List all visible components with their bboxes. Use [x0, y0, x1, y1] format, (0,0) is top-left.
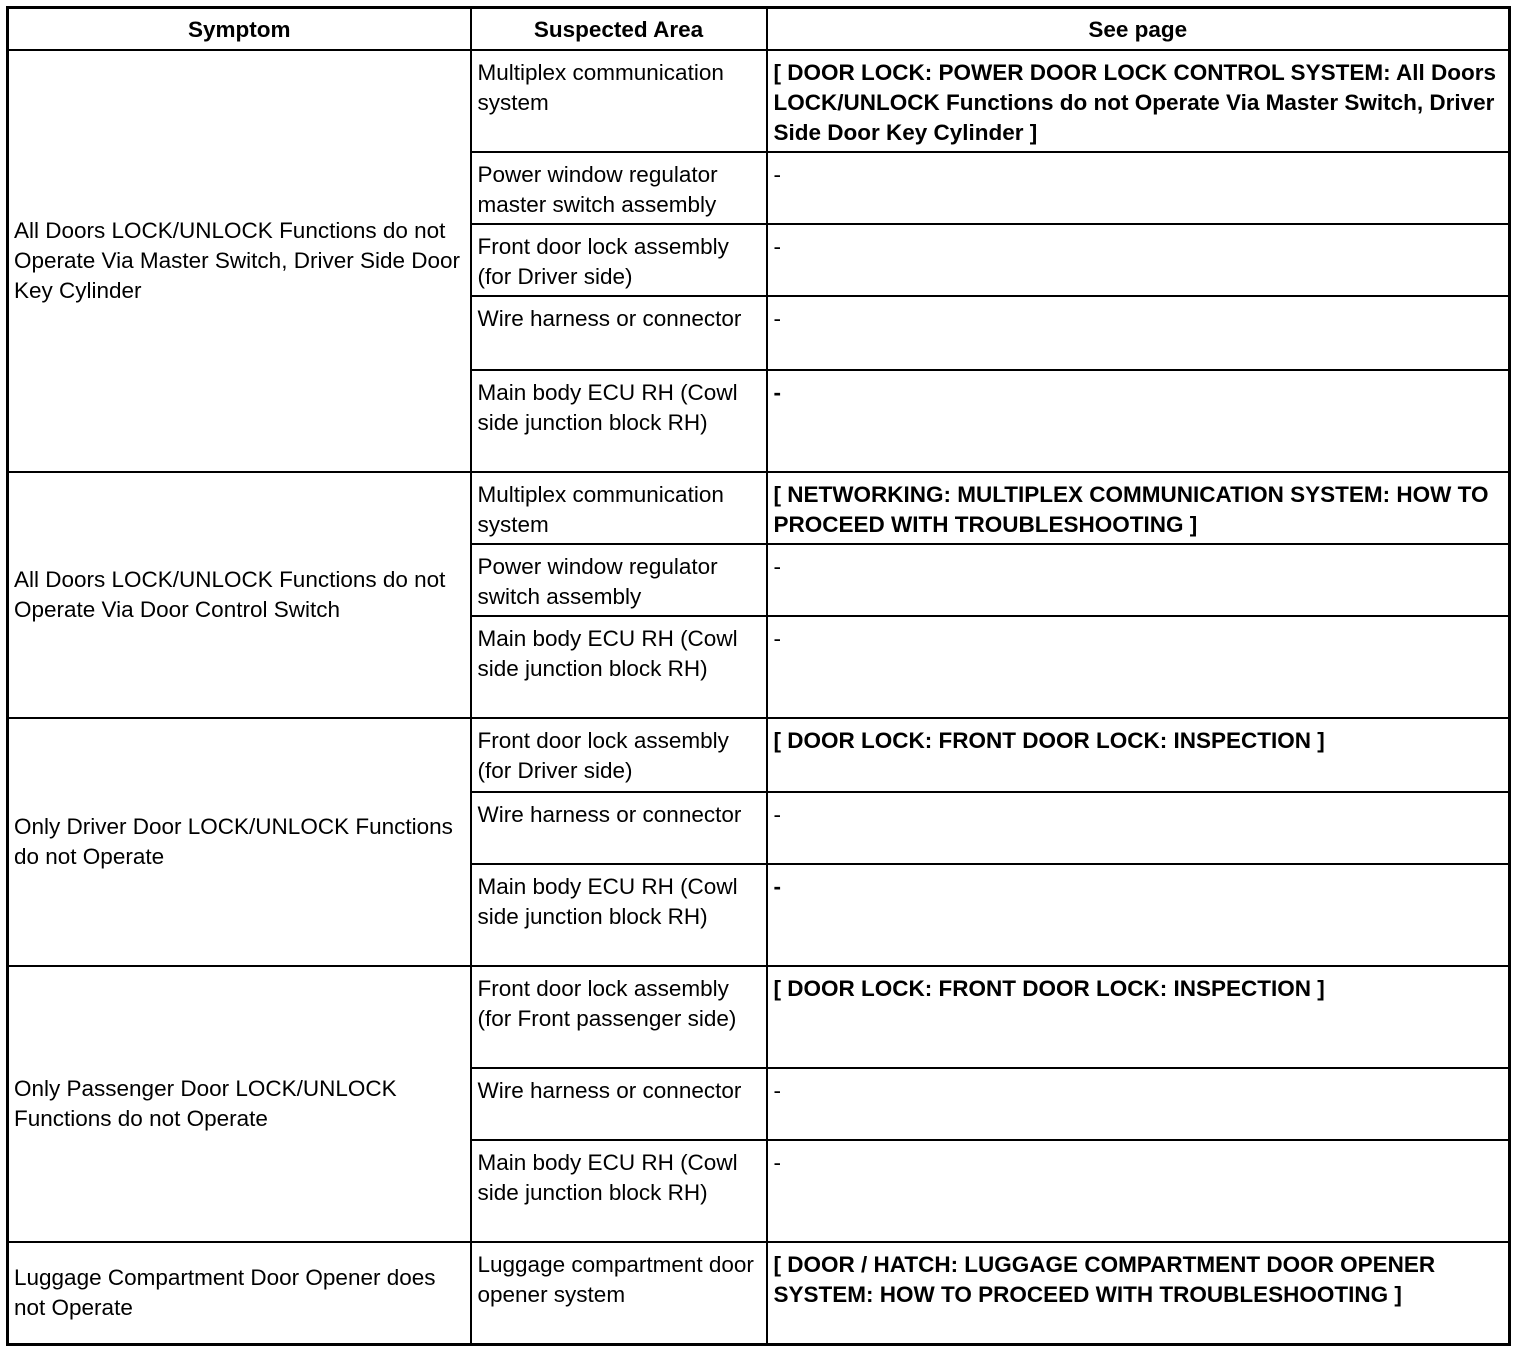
see-page-cell: -: [767, 152, 1510, 224]
see-page-link[interactable]: [ DOOR LOCK: FRONT DOOR LOCK: INSPECTION ]: [767, 718, 1510, 792]
see-page-cell: -: [767, 370, 1510, 472]
suspected-area-cell: Front door lock assembly (for Driver side): [471, 718, 767, 792]
see-page-cell: -: [767, 616, 1510, 718]
suspected-area-cell: Wire harness or connector: [471, 792, 767, 864]
suspected-area-cell: Main body ECU RH (Cowl side junction block RH): [471, 370, 767, 472]
symptom-cell: Luggage Compartment Door Opener does not Operate: [8, 1242, 471, 1344]
see-page-cell: -: [767, 1140, 1510, 1242]
table-row: [8, 718, 1510, 792]
header-symptom: Symptom: [8, 8, 471, 51]
troubleshooting-table: [6, 6, 1511, 1346]
header-see-page: See page: [767, 8, 1510, 51]
suspected-area-cell: Main body ECU RH (Cowl side junction block RH): [471, 864, 767, 966]
see-page-link[interactable]: [ DOOR LOCK: POWER DOOR LOCK CONTROL SYSTEM: All Doors LOCK/UNLOCK Functions do not Operate Via Master Switch, Driver Side Door Key Cylinder ]: [767, 50, 1510, 152]
see-page-cell: -: [767, 864, 1510, 966]
header-suspected-area: Suspected Area: [471, 8, 767, 51]
symptom-cell: Only Driver Door LOCK/UNLOCK Functions do not Operate: [8, 718, 471, 966]
see-page-cell: -: [767, 792, 1510, 864]
suspected-area-cell: Wire harness or connector: [471, 1068, 767, 1140]
suspected-area-cell: Multiplex communication system: [471, 50, 767, 152]
see-page-link[interactable]: [ NETWORKING: MULTIPLEX COMMUNICATION SYSTEM: HOW TO PROCEED WITH TROUBLESHOOTING ]: [767, 472, 1510, 544]
suspected-area-cell: Power window regulator master switch assembly: [471, 152, 767, 224]
table-row: [8, 472, 1510, 544]
header-row: [8, 8, 1510, 51]
suspected-area-cell: Front door lock assembly (for Driver side): [471, 224, 767, 296]
suspected-area-cell: Front door lock assembly (for Front passenger side): [471, 966, 767, 1068]
see-page-cell: -: [767, 296, 1510, 370]
table-row: [8, 1242, 1510, 1344]
table-row: [8, 50, 1510, 152]
symptom-cell: Only Passenger Door LOCK/UNLOCK Functions do not Operate: [8, 966, 471, 1242]
suspected-area-cell: Wire harness or connector: [471, 296, 767, 370]
see-page-link[interactable]: [ DOOR / HATCH: LUGGAGE COMPARTMENT DOOR OPENER SYSTEM: HOW TO PROCEED WITH TROUBLESHOOTING ]: [767, 1242, 1510, 1344]
suspected-area-cell: Main body ECU RH (Cowl side junction block RH): [471, 616, 767, 718]
suspected-area-cell: Multiplex communication system: [471, 472, 767, 544]
suspected-area-cell: Power window regulator switch assembly: [471, 544, 767, 616]
see-page-link[interactable]: [ DOOR LOCK: FRONT DOOR LOCK: INSPECTION ]: [767, 966, 1510, 1068]
suspected-area-cell: Luggage compartment door opener system: [471, 1242, 767, 1344]
table-row: [8, 966, 1510, 1068]
symptom-cell: All Doors LOCK/UNLOCK Functions do not Operate Via Master Switch, Driver Side Door Key Cylinder: [8, 50, 471, 472]
see-page-cell: -: [767, 544, 1510, 616]
symptom-cell: All Doors LOCK/UNLOCK Functions do not Operate Via Door Control Switch: [8, 472, 471, 718]
see-page-cell: -: [767, 1068, 1510, 1140]
suspected-area-cell: Main body ECU RH (Cowl side junction block RH): [471, 1140, 767, 1242]
see-page-cell: -: [767, 224, 1510, 296]
